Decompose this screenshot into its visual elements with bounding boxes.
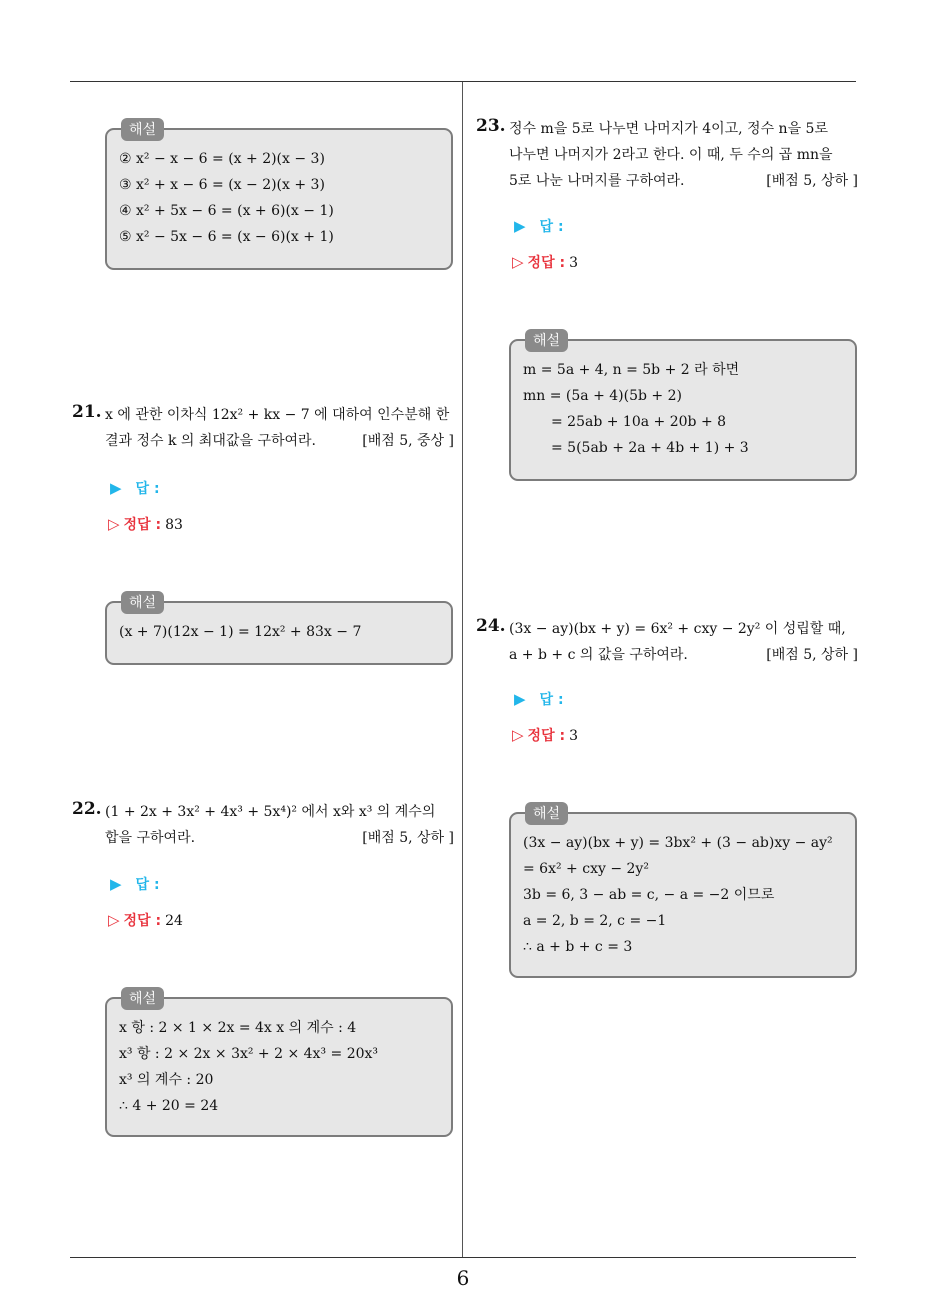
correct-answer <box>108 514 183 534</box>
bottom-rule <box>70 1257 856 1258</box>
solution-line: = 25ab + 10a + 20b + 8 <box>551 414 727 430</box>
top-rule <box>70 81 856 82</box>
hollow-triangle-icon: ▷ <box>512 726 524 744</box>
answer-line <box>514 216 564 236</box>
hollow-triangle-icon: ▷ <box>108 911 120 929</box>
answer-label: 답 : <box>135 481 160 497</box>
correct-answer <box>512 725 578 745</box>
answer-line <box>514 689 564 709</box>
q22-solution-box <box>105 991 453 1137</box>
question-23 <box>476 116 858 202</box>
correct-value: 3 <box>569 255 578 271</box>
question-text <box>509 616 858 668</box>
correct-label: 정답 : <box>527 255 566 271</box>
score-tag: [배점 5, 상하 ] <box>766 173 858 189</box>
question-line: 5로 나눈 나머지를 구하여라. <box>509 173 685 189</box>
answer-label: 답 : <box>539 219 564 235</box>
correct-label: 정답 : <box>527 728 566 744</box>
question-line: 정수 m을 5로 나누면 나머지가 4이고, 정수 n을 5로 <box>509 121 828 137</box>
solution-line: x³ 항 : 2 × 2x × 3x² + 2 × 4x³ = 20x³ <box>119 1046 379 1062</box>
answer-line <box>110 874 160 894</box>
solution-line: x³ 의 계수 : 20 <box>119 1072 214 1088</box>
q23-solution-box <box>509 333 857 481</box>
question-24 <box>476 616 858 676</box>
question-line: (1 + 2x + 3x² + 4x³ + 5x⁴)² 에서 x와 x³ 의 계수의 <box>105 804 436 820</box>
solution-line: ∴ a + b + c = 3 <box>523 939 633 955</box>
answer-label: 답 : <box>135 877 160 893</box>
solution-line: a = 2, b = 2, c = −1 <box>523 913 667 929</box>
solution-line: (3x − ay)(bx + y) = 3bx² + (3 − ab)xy − ay² <box>523 835 833 851</box>
question-number: 23. <box>476 116 506 136</box>
question-line: 나누면 나머지가 2라고 한다. 이 때, 두 수의 곱 mn을 <box>509 147 833 163</box>
solution-line: mn = (5a + 4)(5b + 2) <box>523 388 682 404</box>
q24-solution-box <box>509 806 857 978</box>
play-triangle-icon: ▶ <box>514 690 526 708</box>
question-text <box>105 799 454 851</box>
solution-line: = 5(5ab + 2a + 4b + 1) + 3 <box>551 440 749 456</box>
score-tag: [배점 5, 중상 ] <box>362 433 454 449</box>
correct-answer <box>108 910 183 930</box>
question-number: 21. <box>72 402 102 422</box>
question-line: (3x − ay)(bx + y) = 6x² + cxy − 2y² 이 성립할 때, <box>509 621 846 637</box>
question-line: 결과 정수 k 의 최대값을 구하여라. <box>105 433 316 449</box>
solution-tab: 해설 <box>121 591 164 614</box>
solution-line: ⑤ x² − 5x − 6 = (x − 6)(x + 1) <box>119 229 334 245</box>
answer-line <box>110 478 160 498</box>
question-line: 합을 구하여라. <box>105 830 196 846</box>
answer-label: 답 : <box>539 692 564 708</box>
question-line: a + b + c 의 값을 구하여라. <box>509 647 688 663</box>
correct-value: 3 <box>569 728 578 744</box>
question-text <box>105 402 454 454</box>
q20-solution-box <box>105 122 453 270</box>
solution-tab: 해설 <box>525 802 568 825</box>
hollow-triangle-icon: ▷ <box>108 515 120 533</box>
solution-line: 3b = 6, 3 − ab = c, − a = −2 이므로 <box>523 887 775 903</box>
solution-line: ③ x² + x − 6 = (x − 2)(x + 3) <box>119 177 325 193</box>
correct-label: 정답 : <box>123 517 162 533</box>
solution-tab: 해설 <box>121 118 164 141</box>
solution-tab: 해설 <box>525 329 568 352</box>
question-number: 22. <box>72 799 102 819</box>
column-divider <box>462 82 463 1258</box>
question-number: 24. <box>476 616 506 636</box>
question-21 <box>72 402 454 462</box>
solution-line: = 6x² + cxy − 2y² <box>523 861 649 877</box>
score-tag: [배점 5, 상하 ] <box>362 830 454 846</box>
play-triangle-icon: ▶ <box>110 479 122 497</box>
hollow-triangle-icon: ▷ <box>512 253 524 271</box>
play-triangle-icon: ▶ <box>110 875 122 893</box>
correct-answer <box>512 252 578 272</box>
solution-line: ④ x² + 5x − 6 = (x + 6)(x − 1) <box>119 203 334 219</box>
solution-line: ② x² − x − 6 = (x + 2)(x − 3) <box>119 151 325 167</box>
correct-value: 24 <box>165 913 183 929</box>
solution-line: x 항 : 2 × 1 × 2x = 4x x 의 계수 : 4 <box>119 1020 357 1036</box>
page-number: 6 <box>456 1266 470 1290</box>
question-line: x 에 관한 이차식 12x² + kx − 7 에 대하여 인수분해 한 <box>105 407 450 423</box>
solution-line: (x + 7)(12x − 1) = 12x² + 83x − 7 <box>119 624 362 640</box>
question-text <box>509 116 858 194</box>
solution-line: m = 5a + 4, n = 5b + 2 라 하면 <box>523 362 740 378</box>
question-22 <box>72 799 454 859</box>
solution-tab: 해설 <box>121 987 164 1010</box>
q21-solution-box <box>105 595 453 665</box>
play-triangle-icon: ▶ <box>514 217 526 235</box>
correct-value: 83 <box>165 517 183 533</box>
score-tag: [배점 5, 상하 ] <box>766 647 858 663</box>
solution-line: ∴ 4 + 20 = 24 <box>119 1098 219 1114</box>
correct-label: 정답 : <box>123 913 162 929</box>
